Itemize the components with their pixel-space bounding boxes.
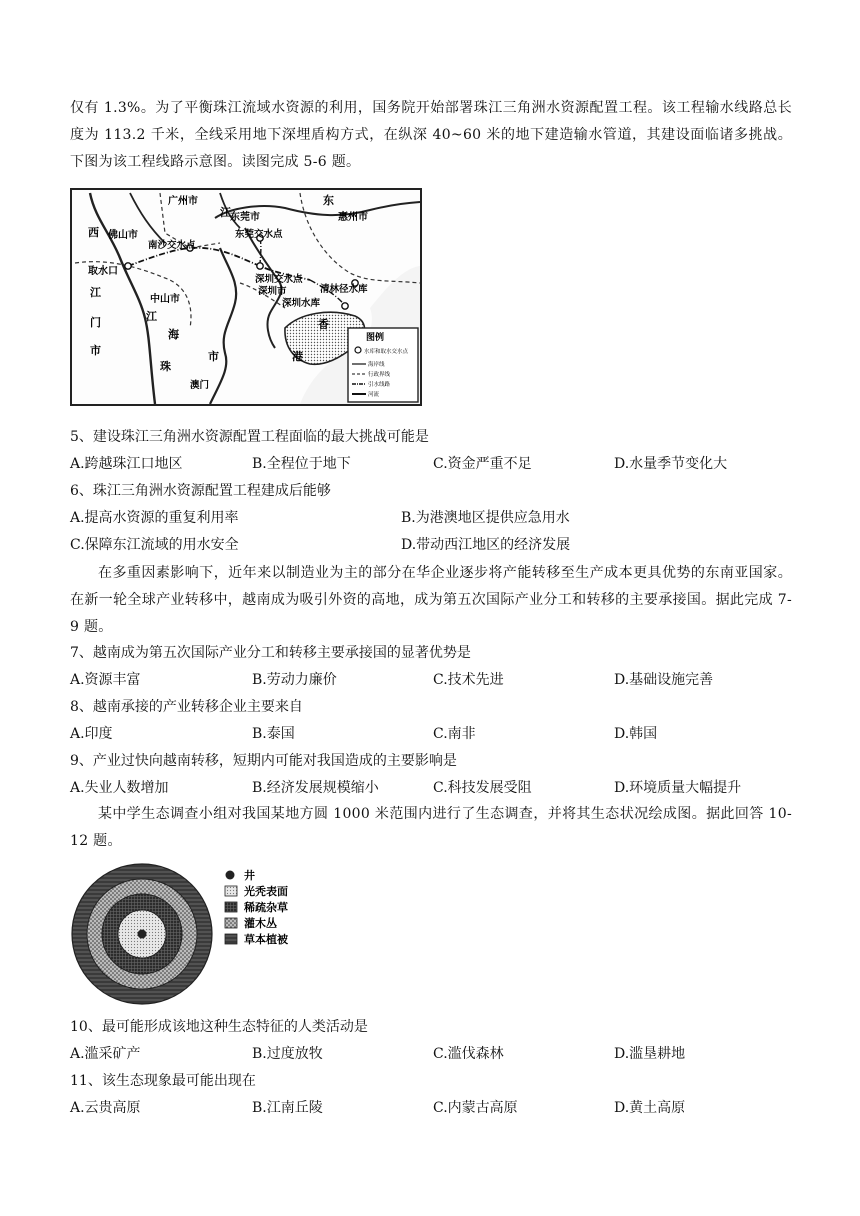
eco-legend-well: 井 — [244, 869, 255, 882]
map-label-nansha-point: 南沙交水点 — [148, 240, 196, 251]
map-label-guangzhou: 广州市 — [168, 196, 198, 207]
eco-legend-herbaceous: 草本植被 — [244, 933, 288, 946]
question-10-option-d[interactable]: D.滥垦耕地 — [614, 1046, 686, 1062]
legend-item-route: 引水线路 — [368, 382, 391, 388]
map-letter-dong: 东 — [323, 194, 334, 207]
passage-vietnam: 在多重因素影响下，近年来以制造业为主的部分在华企业逐步将产能转移至生产成本更具优势的东南亚国家。在新一轮全球产业转移中，越南成为吸引外资的高地，成为第五次国际产业分工和转移的主要承接国。据此完成 7-9 题。 — [70, 565, 792, 635]
map-label-qinglinjing: 清林径水库 — [320, 284, 368, 295]
question-6-option-c[interactable]: C.保障东江流域的用水安全 — [70, 537, 239, 553]
question-11-option-d[interactable]: D.黄土高原 — [614, 1100, 686, 1116]
map-label-dongguan-point: 东莞交水点 — [235, 229, 283, 240]
question-9-stem: 9、产业过快向越南转移，短期内可能对我国造成的主要影响是 — [70, 753, 457, 769]
question-10-option-b[interactable]: B.过度放牧 — [252, 1046, 323, 1062]
map-label-shenzhen-reservoir: 深圳水库 — [282, 298, 321, 309]
legend-item-river: 河流 — [368, 392, 380, 398]
map-label-intake: 取水口 — [88, 266, 118, 277]
question-7-option-c[interactable]: C.技术先进 — [433, 672, 504, 688]
map-label-dongguan: 东莞市 — [230, 212, 260, 223]
eco-legend-bare: 光秃表面 — [244, 885, 288, 898]
map-label-huizhou: 惠州市 — [338, 212, 368, 223]
map-letter-men: 门 — [90, 316, 101, 329]
map-label-zhongshan: 中山市 — [150, 294, 180, 305]
question-9-option-b[interactable]: B.经济发展规模缩小 — [252, 780, 379, 796]
question-11-option-b[interactable]: B.江南丘陵 — [252, 1100, 323, 1116]
map-label-gang: 港 — [292, 350, 303, 363]
map-label-shenzhen-point: 深圳交水点 — [255, 274, 303, 285]
question-11-stem: 11、该生态现象最可能出现在 — [70, 1073, 256, 1089]
question-8-option-d[interactable]: D.韩国 — [614, 726, 658, 742]
question-11-option-a[interactable]: A.云贵高原 — [70, 1100, 141, 1116]
question-5-option-a[interactable]: A.跨越珠江口地区 — [70, 456, 183, 472]
question-10-stem: 10、最可能形成该地这种生态特征的人类活动是 — [70, 1019, 368, 1035]
question-10-option-a[interactable]: A.滥采矿产 — [70, 1046, 141, 1062]
legend-title: 图例 — [366, 333, 385, 343]
question-5-option-d[interactable]: D.水量季节变化大 — [614, 456, 728, 472]
question-7-option-b[interactable]: B.劳动力廉价 — [252, 672, 337, 688]
map-letter-jiang1: 江 — [90, 286, 101, 299]
intro-paragraph: 仅有 1.3%。为了平衡珠江流域水资源的利用，国务院开始部署珠江三角洲水资源配置工程。该工程输水线路总长度为 113.2 千米，全线采用地下深埋盾构方式，在纵深 40~60 米的地下建造输水管道，其建设面临诸多挑战。下图为该工程线路示意图。读图完成 5-6 题。 — [70, 100, 792, 170]
question-8-option-c[interactable]: C.南非 — [433, 726, 476, 742]
ecology-legend — [225, 868, 289, 946]
question-9-option-d[interactable]: D.环境质量大幅提升 — [614, 780, 742, 796]
question-7-option-d[interactable]: D.基础设施完善 — [614, 672, 714, 688]
question-8-option-b[interactable]: B.泰国 — [252, 726, 295, 742]
map-label-macau: 澳门 — [190, 380, 210, 391]
question-6-option-b[interactable]: B.为港澳地区提供应急用水 — [401, 510, 570, 526]
question-10-option-c[interactable]: C.滥伐森林 — [433, 1046, 504, 1062]
water-project-map — [70, 188, 422, 406]
legend-item-coast: 海岸线 — [368, 362, 385, 368]
question-7-stem: 7、越南成为第五次国际产业分工和转移主要承接国的显著优势是 — [70, 645, 471, 661]
ecology-rings-figure — [70, 862, 310, 1006]
question-5-option-b[interactable]: B.全程位于地下 — [252, 456, 351, 472]
question-6-option-d[interactable]: D.带动西江地区的经济发展 — [401, 537, 571, 553]
map-label-shenzhen: 深圳市 — [258, 286, 287, 297]
eco-legend-shrub: 灌木丛 — [244, 917, 277, 930]
question-7-option-a[interactable]: A.资源丰富 — [70, 672, 141, 688]
question-5-option-c[interactable]: C.资金严重不足 — [433, 456, 532, 472]
map-letter-shi2: 市 — [208, 350, 219, 363]
question-9-option-a[interactable]: A.失业人数增加 — [70, 780, 169, 796]
map-letter-xi: 西 — [88, 226, 99, 239]
question-6-option-a[interactable]: A.提高水资源的重复利用率 — [70, 510, 239, 526]
legend-item-points: 水库和取水交水点 — [364, 349, 409, 355]
map-letter-zhu: 珠 — [160, 360, 171, 373]
map-letter-hai: 海 — [168, 328, 179, 341]
question-9-option-c[interactable]: C.科技发展受阻 — [433, 780, 532, 796]
map-legend — [348, 328, 418, 402]
map-letter-jiang2: 江 — [220, 206, 231, 219]
legend-item-boundary: 行政界线 — [368, 372, 391, 378]
eco-legend-sparse-grass: 稀疏杂草 — [244, 901, 288, 914]
map-letter-shi1: 市 — [90, 344, 101, 357]
map-label-foshan: 佛山市 — [108, 230, 138, 241]
question-11-option-c[interactable]: C.内蒙古高原 — [433, 1100, 518, 1116]
map-letter-jiang3: 江 — [146, 310, 157, 323]
passage-ecology: 某中学生态调查小组对我国某地方圆 1000 米范围内进行了生态调查，并将其生态状况绘成图。据此回答 10-12 题。 — [70, 806, 792, 849]
question-5-stem: 5、建设珠江三角洲水资源配置工程面临的最大挑战可能是 — [70, 429, 429, 445]
map-label-xiang: 香 — [318, 318, 329, 331]
question-8-option-a[interactable]: A.印度 — [70, 726, 113, 742]
question-8-stem: 8、越南承接的产业转移企业主要来自 — [70, 699, 303, 715]
question-6-stem: 6、珠江三角洲水资源配置工程建成后能够 — [70, 483, 331, 499]
